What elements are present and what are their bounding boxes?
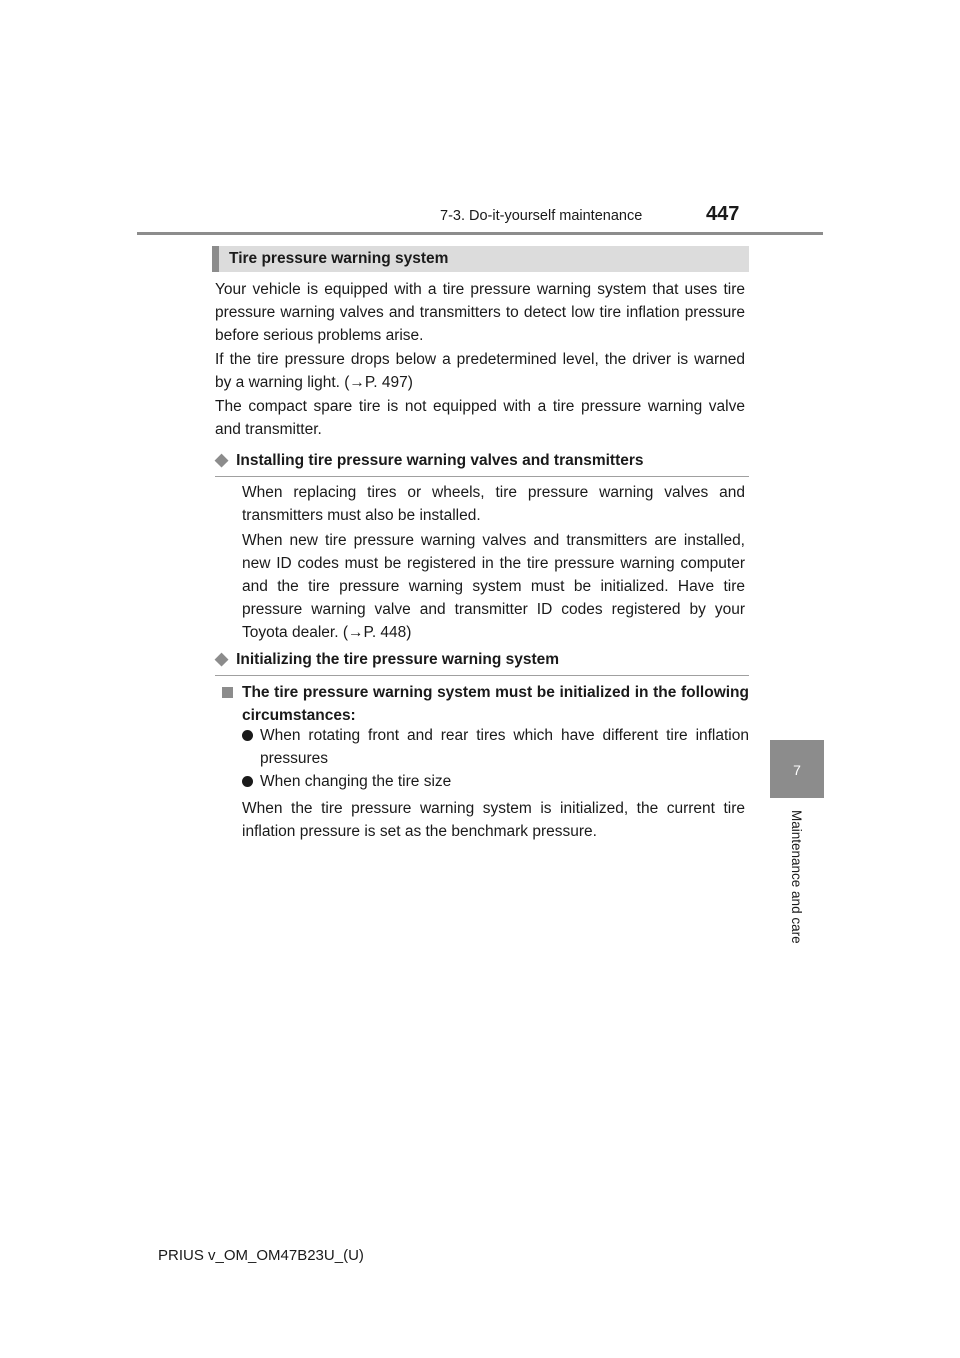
condition-heading [222, 681, 749, 727]
chapter-number: 7 [793, 762, 801, 778]
round-bullet-icon [242, 730, 253, 741]
list-item-text: When changing the tire size [260, 773, 452, 790]
intro-paragraph-1: Your vehicle is equipped with a tire pressure warning system that uses tire pressure warning valves and transmitters to detect low tire inflation pressure before serious problems arise. [215, 281, 745, 344]
list-item-text: When rotating front and rear tires which have different tire inflation pressures [260, 727, 749, 767]
section-title-bar [212, 246, 749, 272]
page-number: 447 [706, 203, 740, 225]
round-bullet-icon [242, 776, 253, 787]
subsection-title: Initializing the tire pressure warning system [236, 651, 560, 668]
diamond-bullet-icon: ◆ [215, 450, 229, 469]
subsection-heading-installing [215, 450, 749, 477]
condition-heading-text: The tire pressure warning system must be initialized in the following circumstances: [242, 684, 749, 724]
running-header-section: 7-3. Do-it-yourself maintenance [440, 208, 643, 224]
diamond-bullet-icon: ◆ [215, 649, 229, 668]
document-code: PRIUS v_OM_OM47B23U_(U) [158, 1247, 364, 1264]
list-item [242, 770, 749, 793]
chapter-label: Maintenance and care [789, 810, 804, 944]
square-bullet-icon [222, 687, 233, 698]
intro-paragraph-3: The compact spare tire is not equipped with a tire pressure warning valve and transmitter. [215, 398, 745, 438]
installing-paragraph-1: When replacing tires or wheels, tire pressure warning valves and transmitters must also be installed. [242, 484, 745, 524]
chapter-tab [770, 740, 824, 798]
header-divider [137, 232, 823, 235]
installing-paragraph-2: When new tire pressure warning valves and transmitters are installed, new ID codes must be registered in the tire pressure warning computer and the tire pressure warning system must be initialized. Have tire pressure warning valve and transmitter ID codes registered by your Toyota dealer. (→P. 448) [242, 532, 745, 641]
initializing-closing-paragraph: When the tire pressure warning system is initialized, the current tire inflation pressure is set as the benchmark pressure. [242, 800, 745, 840]
intro-paragraph-2: If the tire pressure drops below a predetermined level, the driver is warned by a warning light. (→P. 497) [215, 351, 745, 391]
subsection-heading-initializing [215, 649, 749, 676]
list-item [242, 724, 749, 770]
subsection-title: Installing tire pressure warning valves and transmitters [236, 452, 644, 469]
section-title: Tire pressure warning system [229, 250, 449, 267]
